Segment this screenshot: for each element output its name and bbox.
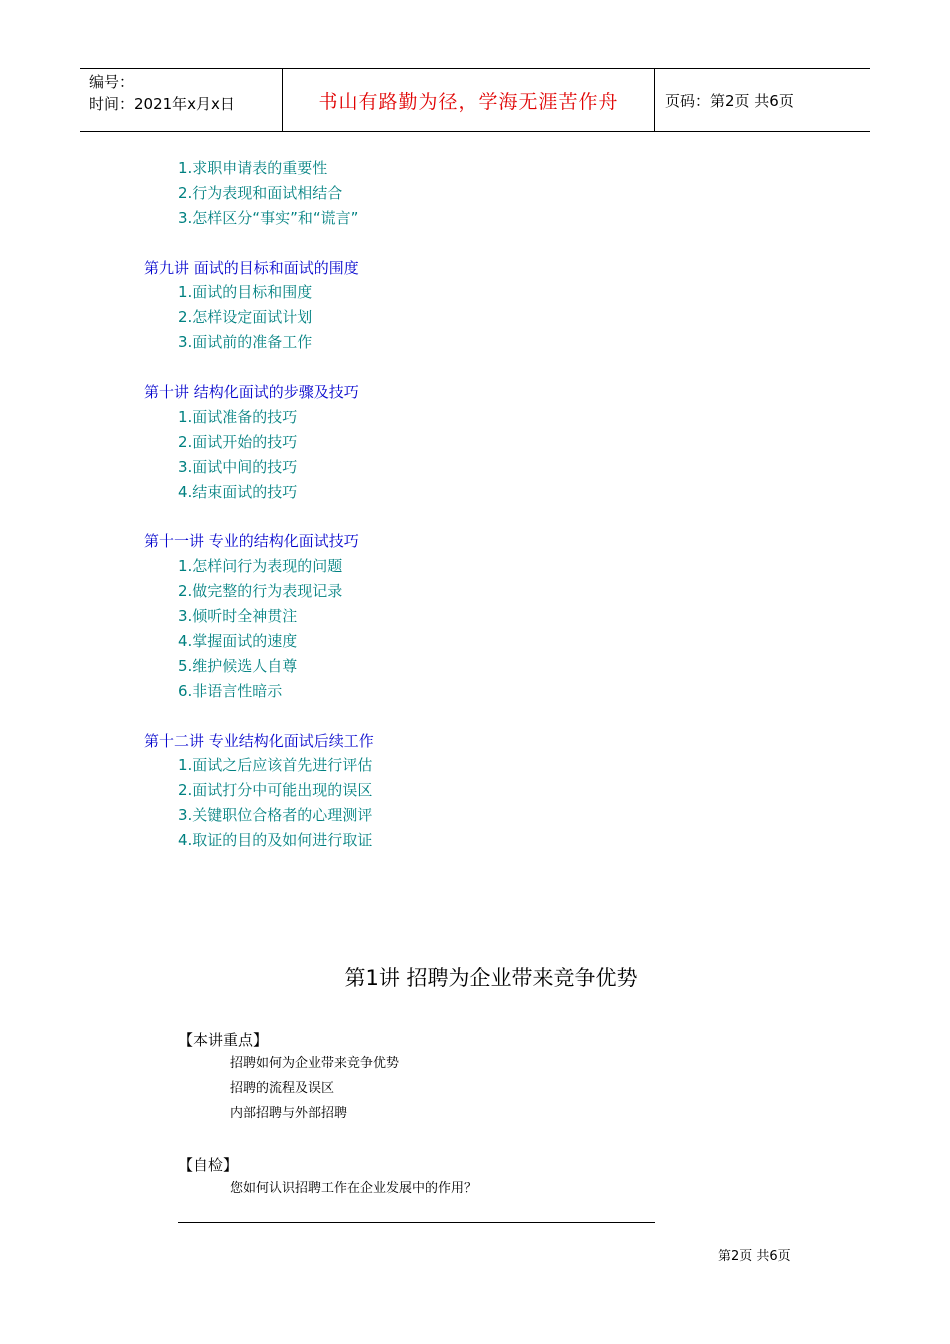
header-meta xyxy=(80,69,282,131)
self-check-question: 您如何认识招聘工作在企业发展中的作用？ xyxy=(230,1181,478,1196)
focus-item: 招聘如何为企业带来竞争优势 xyxy=(230,1056,400,1071)
toc-lecture-heading: 第九讲 面试的目标和面试的围度 xyxy=(144,259,359,277)
toc-item: 1.面试之后应该首先进行评估 xyxy=(178,756,373,774)
toc-item: 2.行为表现和面试相结合 xyxy=(178,184,343,202)
toc-item: 2.怎样设定面试计划 xyxy=(178,308,313,326)
toc-item: 3.关键职位合格者的心理测评 xyxy=(178,806,373,824)
toc-item: 1.面试准备的技巧 xyxy=(178,408,298,426)
toc-item: 3.面试前的准备工作 xyxy=(178,333,313,351)
toc-item: 3.面试中间的技巧 xyxy=(178,458,298,476)
focus-label: 【本讲重点】 xyxy=(178,1031,269,1049)
toc-item: 3.倾听时全神贯注 xyxy=(178,607,298,625)
header-page-number: 页码：第2页 共6页 xyxy=(665,91,794,110)
toc-item: 4.取证的目的及如何进行取证 xyxy=(178,831,373,849)
toc-item: 4.掌握面试的速度 xyxy=(178,632,298,650)
toc-lecture-heading: 第十二讲 专业结构化面试后续工作 xyxy=(144,732,374,750)
document-date: 时间：2021年x月x日 xyxy=(89,95,235,113)
answer-line xyxy=(178,1222,655,1223)
toc-lecture-heading: 第十一讲 专业的结构化面试技巧 xyxy=(144,532,359,550)
header-motto: 书山有路勤为径，学海无涯苦作舟 xyxy=(282,69,655,131)
lecture-title: 第1讲 招聘为企业带来竞争优势 xyxy=(344,966,638,990)
toc-item: 6.非语言性暗示 xyxy=(178,682,283,700)
toc-lecture-heading: 第十讲 结构化面试的步骤及技巧 xyxy=(144,383,359,401)
document-number: 编号： xyxy=(89,73,135,91)
toc-item: 1.求职申请表的重要性 xyxy=(178,159,328,177)
toc-item: 1.面试的目标和围度 xyxy=(178,283,313,301)
toc-item: 5.维护候选人自尊 xyxy=(178,657,298,675)
toc-item: 4.结束面试的技巧 xyxy=(178,483,298,501)
toc-item: 1.怎样问行为表现的问题 xyxy=(178,557,343,575)
toc-item: 2.做完整的行为表现记录 xyxy=(178,582,343,600)
footer-page-number: 第2页 共6页 xyxy=(718,1249,791,1264)
self-check-label: 【自检】 xyxy=(178,1156,239,1174)
toc-item: 2.面试开始的技巧 xyxy=(178,433,298,451)
page-header xyxy=(80,68,870,132)
focus-item: 内部招聘与外部招聘 xyxy=(230,1106,348,1121)
focus-item: 招聘的流程及误区 xyxy=(230,1081,335,1096)
toc-item: 2.面试打分中可能出现的误区 xyxy=(178,781,373,799)
toc-item: 3.怎样区分“事实”和“谎言” xyxy=(178,209,359,227)
